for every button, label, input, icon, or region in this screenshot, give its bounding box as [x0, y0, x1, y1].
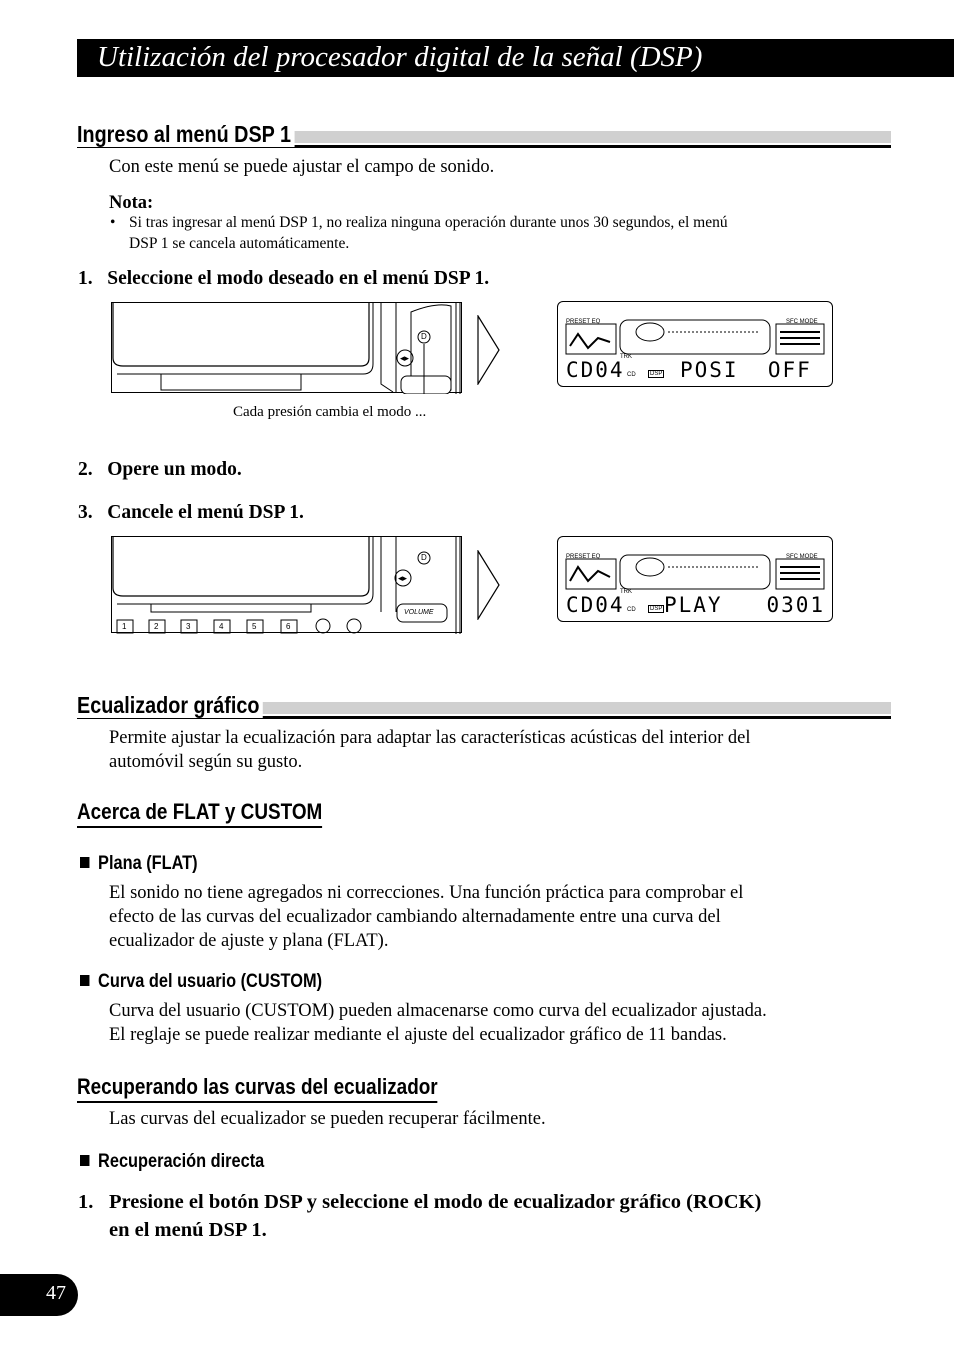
subsection-recall: Recuperando las curvas del ecualizador: [77, 1075, 438, 1103]
note-bullet: •: [110, 214, 116, 231]
dsp-label-2: DSP: [650, 606, 663, 612]
preset-button-3: 3: [186, 622, 191, 631]
trk-label: TRK: [620, 354, 632, 360]
sfc-mode-label-2: SFC MODE: [786, 554, 818, 560]
dsp-label: DSP: [650, 371, 663, 377]
preset-button-4: 4: [219, 622, 224, 631]
svg-text:◂▸: ◂▸: [400, 354, 410, 364]
volume-label: VOLUME: [404, 609, 434, 616]
section-heading-eq: [77, 692, 891, 719]
d-button-label: D: [421, 332, 427, 341]
display-left-text-2: CD04: [566, 593, 625, 617]
arrow-icon: [477, 315, 501, 390]
lcd-display-1: [557, 301, 833, 387]
head-unit-illustration-1: [111, 302, 463, 394]
chapter-banner: [77, 39, 954, 77]
display-right-text-2: PLAY 0301: [664, 593, 826, 617]
flat-line-2: efecto de las curvas del ecualizador cambiando alternadamente entre una curva del: [109, 907, 721, 927]
square-bullet-icon: [80, 975, 89, 986]
direct-recall-title: Recuperación directa: [98, 1151, 265, 1172]
page-number: 47: [46, 1282, 66, 1304]
lcd-display-2: [557, 536, 833, 622]
subsection-flat-custom: Acerca de FLAT y CUSTOM: [77, 800, 322, 828]
section1-intro: Con este menú se puede ajustar el campo de sonido.: [109, 157, 495, 177]
note-label: Nota:: [109, 193, 154, 213]
note-line-1: Si tras ingresar al menú DSP 1, no realiza ninguna operación durante unos 30 segundos, el menú: [129, 214, 728, 231]
preset-eq-label: PRESET EQ: [566, 319, 601, 325]
preset-button-2: 2: [154, 622, 159, 631]
direct-recall-heading: [80, 1151, 264, 1173]
section-heading-dsp1: [77, 121, 891, 148]
eq-intro-line-1: Permite ajustar la ecualización para adaptar las características acústicas del interior del: [109, 728, 751, 748]
final-step-number: 1.: [78, 1191, 94, 1213]
recall-intro: Las curvas del ecualizador se pueden recuperar fácilmente.: [109, 1109, 546, 1129]
head-unit-illustration-2: [111, 536, 463, 634]
cd-label: CD: [627, 372, 636, 378]
final-step-line-1: Presione el botón DSP y seleccione el modo de ecualizador gráfico (ROCK): [109, 1191, 762, 1213]
square-bullet-icon: [80, 1155, 89, 1166]
flat-line-1: El sonido no tiene agregados ni correcciones. Una función práctica para comprobar el: [109, 883, 744, 903]
custom-title: Curva del usuario (CUSTOM): [98, 971, 323, 992]
step-3: 3. Cancele el menú DSP 1.: [78, 502, 304, 523]
illustration-caption: Cada presión cambia el modo ...: [233, 404, 427, 420]
flat-heading: [80, 853, 198, 875]
d-button-label-2: D: [421, 553, 427, 562]
preset-button-5: 5: [252, 622, 257, 631]
sfc-mode-label: SFC MODE: [786, 319, 818, 325]
cd-label-2: CD: [627, 607, 636, 613]
arrow-icon-2: [477, 550, 501, 625]
chapter-title: Utilización del procesador digital de la señal (DSP): [97, 41, 703, 73]
step-1: 1. Seleccione el modo deseado en el menú DSP 1.: [78, 268, 490, 289]
custom-heading: [80, 971, 322, 993]
page-number-tab: [0, 1274, 78, 1316]
square-bullet-icon: [80, 857, 89, 868]
section-title: Ingreso al menú DSP 1: [77, 121, 294, 147]
flat-title: Plana (FLAT): [98, 853, 198, 874]
preset-button-1: 1: [122, 622, 127, 631]
step-2: 2. Opere un modo.: [78, 459, 242, 480]
final-step-line-2: en el menú DSP 1.: [109, 1219, 267, 1241]
note-line-2: DSP 1 se cancela automáticamente.: [129, 235, 350, 252]
svg-text:◂▸: ◂▸: [398, 574, 408, 584]
display-left-text: CD04: [566, 358, 625, 382]
custom-line-1: Curva del usuario (CUSTOM) pueden almacenarse como curva del ecualizador ajustada.: [109, 1001, 767, 1021]
trk-label-2: TRK: [620, 589, 632, 595]
preset-eq-label-2: PRESET EQ: [566, 554, 601, 560]
section-title-eq: Ecualizador gráfico: [77, 692, 263, 718]
custom-line-2: El reglaje se puede realizar mediante el ajuste del ecualizador gráfico de 11 bandas.: [109, 1025, 727, 1045]
preset-button-6: 6: [286, 622, 291, 631]
flat-line-3: ecualizador de ajuste y plana (FLAT).: [109, 931, 389, 951]
display-right-text: POSI OFF: [680, 358, 812, 382]
eq-intro-line-2: automóvil según su gusto.: [109, 752, 303, 772]
